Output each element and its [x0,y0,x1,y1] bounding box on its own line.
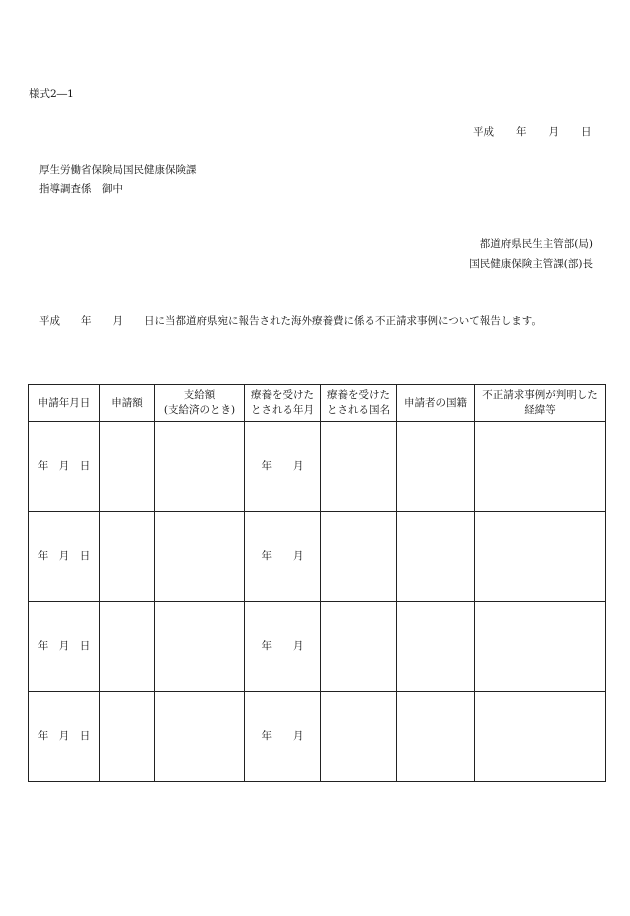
table-row [29,512,606,602]
cell-application-date: 年 月 日 [29,512,100,602]
cell-treatment-country [321,692,397,782]
sender-line-1: 都道府県民生主管部(局) [479,238,593,250]
addressee-line-2: 指導調査係 御中 [39,183,123,195]
cell-applicant-nationality [397,602,475,692]
header-application-date: 申請年月日 [29,385,100,422]
table-row [29,422,606,512]
cell-treatment-month: 年 月 [245,512,321,602]
header-application-amount: 申請額 [100,385,155,422]
cell-application-date: 年 月 日 [29,602,100,692]
date-era: 平成 [473,126,494,138]
header-treatment-month: 療養を受けた とされる年月 [245,385,321,422]
cell-discovery-background [475,692,606,782]
header-treatment-country: 療養を受けた とされる国名 [321,385,397,422]
cell-applicant-nationality [397,422,475,512]
header-paid-amount: 支給額 (支給済のとき) [155,385,245,422]
cell-application-date: 年 月 日 [29,692,100,782]
table-row [29,692,606,782]
cell-treatment-country [321,422,397,512]
cell-application-amount [100,602,155,692]
report-statement: 平成 年 月 日に当都道府県宛に報告された海外療養費に係る不正請求事例について報告します。 [39,315,542,327]
date-header [473,124,592,139]
header-applicant-nationality: 申請者の国籍 [397,385,475,422]
cell-treatment-month: 年 月 [245,422,321,512]
cell-treatment-country [321,602,397,692]
cell-paid-amount [155,602,245,692]
fraud-report-table [28,384,606,782]
cell-paid-amount [155,512,245,602]
cell-treatment-month: 年 月 [245,602,321,692]
table-header-row [29,385,606,422]
cell-paid-amount [155,692,245,782]
date-year-label: 年 [516,126,527,138]
date-day-label: 日 [581,126,592,138]
sender-line-2: 国民健康保険主管課(部)長 [469,258,593,270]
cell-paid-amount [155,422,245,512]
cell-discovery-background [475,422,606,512]
cell-discovery-background [475,602,606,692]
cell-applicant-nationality [397,692,475,782]
cell-discovery-background [475,512,606,602]
cell-treatment-country [321,512,397,602]
form-number: 様式2―1 [29,88,74,100]
cell-treatment-month: 年 月 [245,692,321,782]
table-row [29,602,606,692]
cell-application-date: 年 月 日 [29,422,100,512]
cell-application-amount [100,422,155,512]
header-discovery-background: 不正請求事例が判明した 経緯等 [475,385,606,422]
date-month-label: 月 [548,126,559,138]
cell-application-amount [100,692,155,782]
cell-application-amount [100,512,155,602]
cell-applicant-nationality [397,512,475,602]
addressee-line-1: 厚生労働省保険局国民健康保険課 [39,164,197,176]
